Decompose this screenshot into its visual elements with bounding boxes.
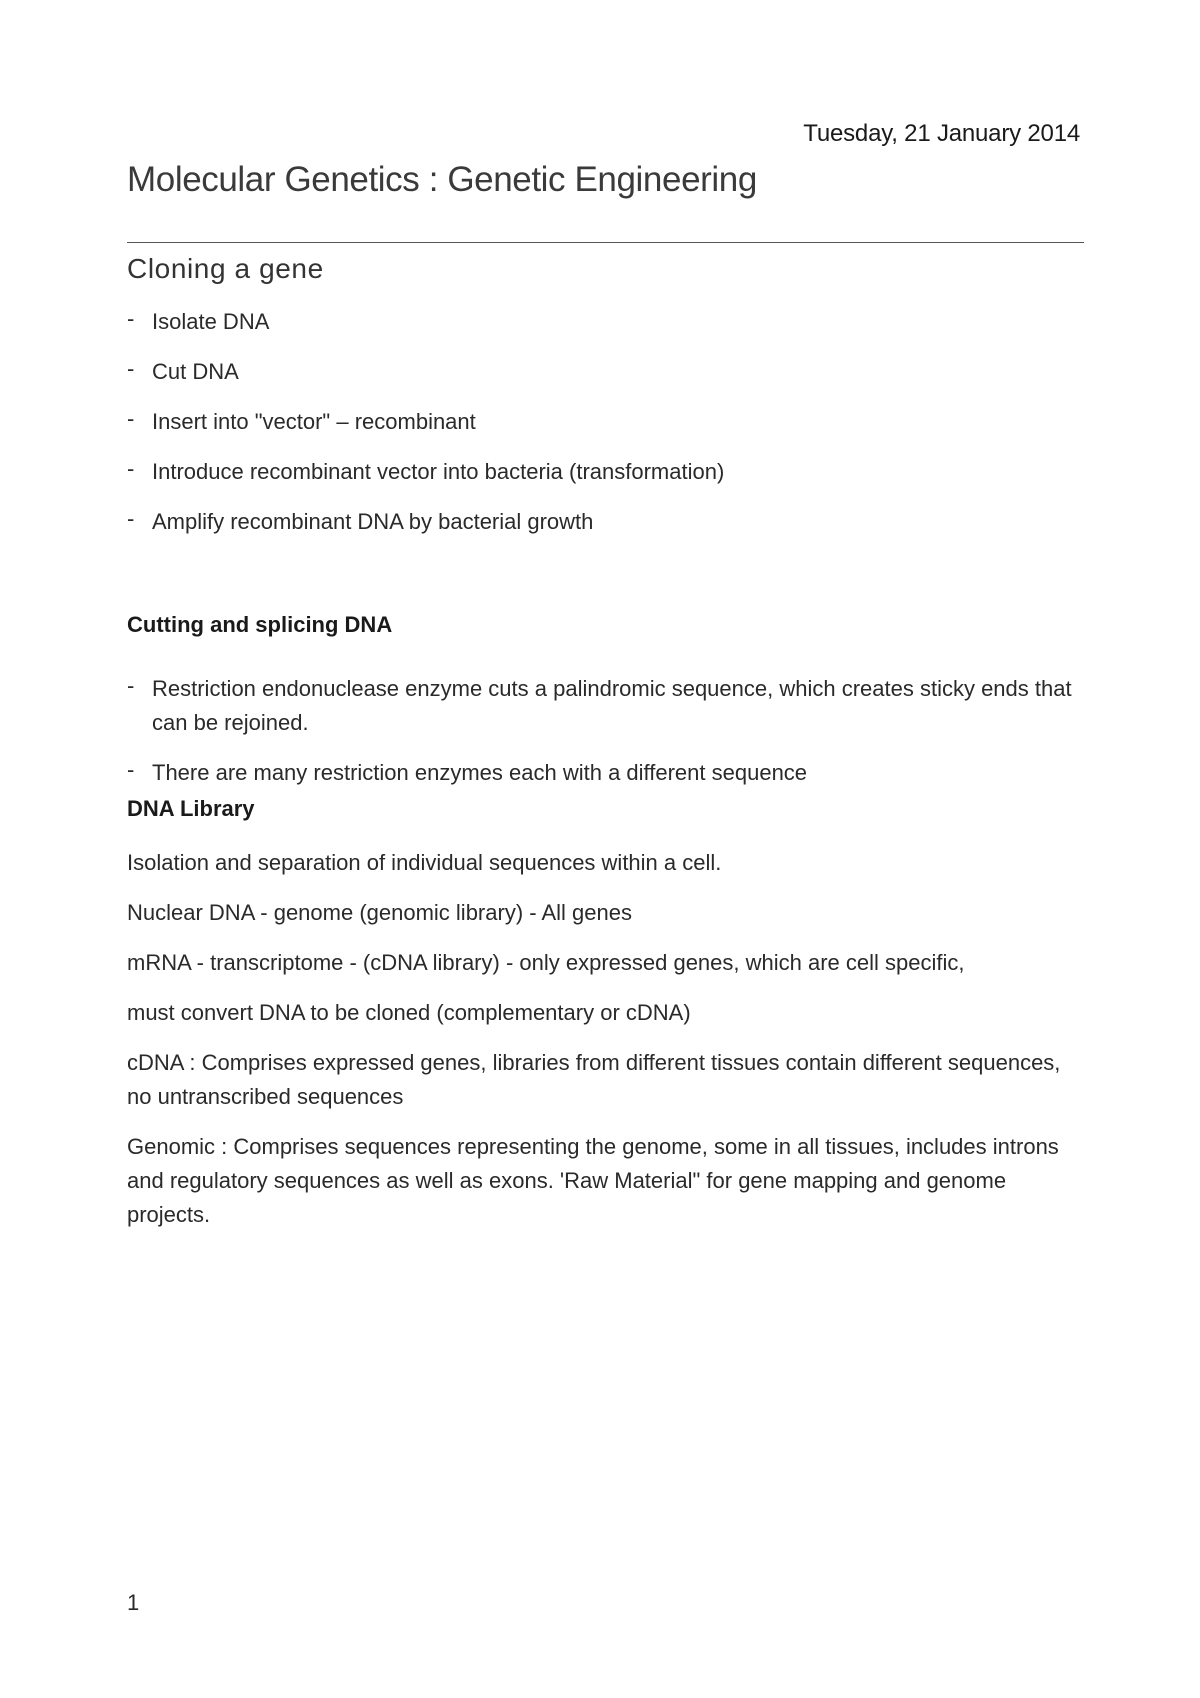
list-item-text: Introduce recombinant vector into bacteria (transformation): [152, 459, 725, 484]
list-item-text: Cut DNA: [152, 359, 239, 384]
library-paragraph: Nuclear DNA - genome (genomic library) - All genes: [127, 900, 632, 925]
list-item: [127, 355, 724, 389]
list-item-text: Insert into "vector" – recombinant: [152, 409, 476, 434]
library-paragraph: Isolation and separation of individual sequences within a cell.: [127, 850, 722, 875]
list-item: [127, 756, 1087, 790]
cutting-points-list: [127, 672, 1087, 806]
list-item-text: Amplify recombinant DNA by bacterial growth: [152, 509, 594, 534]
bullet-dash-icon: -: [127, 506, 135, 531]
title-divider: [127, 242, 1084, 243]
document-date: Tuesday, 21 January 2014: [803, 120, 1080, 147]
bullet-dash-icon: -: [127, 456, 135, 481]
list-item: [127, 305, 724, 339]
bullet-dash-icon: -: [127, 356, 135, 381]
bullet-dash-icon: -: [127, 673, 135, 698]
library-paragraph: cDNA : Comprises expressed genes, libraries from different tissues contain different sequences, no untranscribed sequences: [127, 1050, 1061, 1109]
library-paragraph: must convert DNA to be cloned (complementary or cDNA): [127, 1000, 691, 1025]
list-item: [127, 455, 724, 489]
bullet-dash-icon: -: [127, 306, 135, 331]
library-paragraph: mRNA - transcriptome - (cDNA library) - only expressed genes, which are cell specific,: [127, 950, 965, 975]
library-paragraph: Genomic : Comprises sequences representing the genome, some in all tissues, includes introns and regulatory sequences as well as exons. 'Raw Material" for gene mapping and genome projects.: [127, 1134, 1059, 1227]
list-item: [127, 505, 724, 539]
subheading-dna-library: DNA Library: [127, 796, 255, 821]
bullet-dash-icon: -: [127, 757, 135, 782]
section-heading-cloning: Cloning a gene: [127, 253, 324, 284]
list-item: [127, 672, 1087, 740]
list-item-text: There are many restriction enzymes each with a different sequence: [152, 760, 808, 785]
subheading-cutting-splicing: Cutting and splicing DNA: [127, 612, 393, 637]
cloning-steps-list: [127, 305, 724, 555]
list-item-text: Isolate DNA: [152, 309, 270, 334]
document-title: Molecular Genetics : Genetic Engineering: [127, 160, 757, 199]
list-item-text: Restriction endonuclease enzyme cuts a palindromic sequence, which creates sticky ends that can be rejoined.: [152, 676, 1072, 735]
list-item: [127, 405, 724, 439]
bullet-dash-icon: -: [127, 406, 135, 431]
page-number: 1: [127, 1590, 140, 1615]
